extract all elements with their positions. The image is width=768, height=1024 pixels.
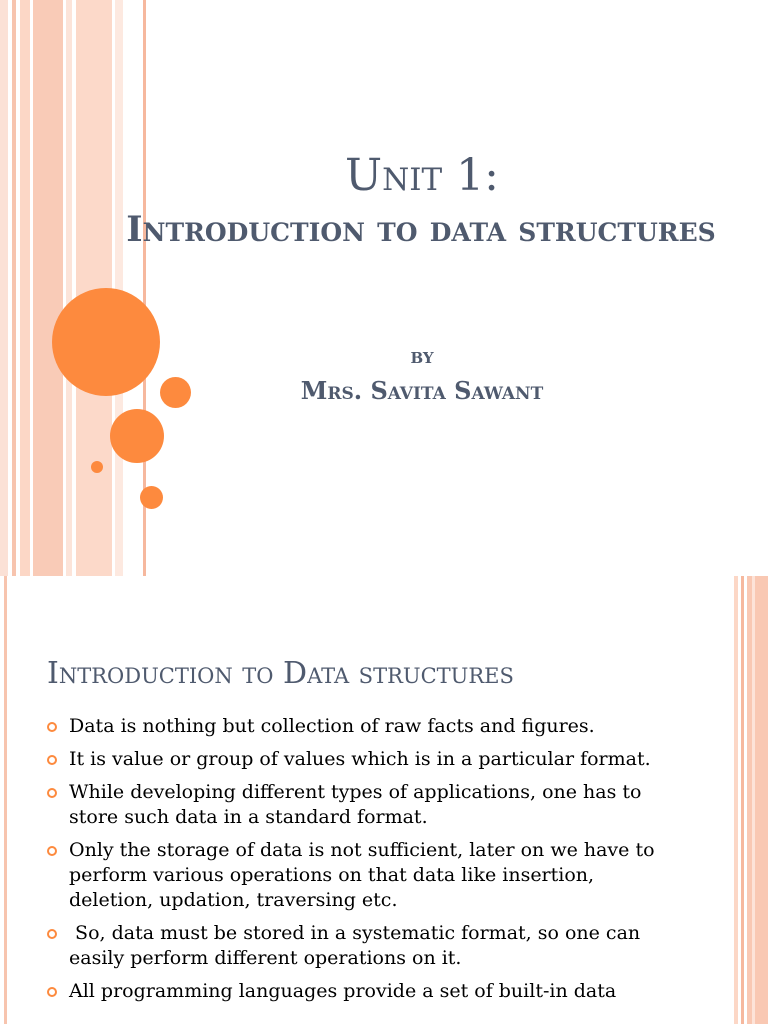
- bullet-circle-icon: [47, 929, 57, 939]
- decorative-stripe: [12, 0, 16, 576]
- bullet-circle-icon: [47, 755, 57, 765]
- bullet-text: All programming languages provide a set of built-in data: [69, 980, 617, 1002]
- bullet-item: [44, 714, 684, 739]
- bullet-list: [44, 714, 684, 1012]
- bullet-circle-icon: [47, 987, 57, 997]
- bullet-text: Data is nothing but collection of raw facts and figures.: [69, 715, 595, 737]
- decorative-stripe: [66, 0, 72, 576]
- decorative-circle-small: [140, 486, 163, 509]
- bullet-item: [44, 747, 684, 772]
- by-label: by: [410, 343, 434, 369]
- bullet-item: [44, 838, 684, 913]
- bullet-item: [44, 780, 684, 830]
- decorative-circle-medium: [110, 409, 164, 463]
- decorative-stripe: [734, 576, 738, 1024]
- bullet-text: It is value or group of values which is in a particular format.: [69, 748, 651, 770]
- bullet-item: [44, 979, 684, 1004]
- decorative-stripe: [741, 576, 744, 1024]
- slide-title-subject: Introduction to data structures: [126, 209, 716, 250]
- decorative-circle-tiny: [91, 461, 103, 473]
- decorative-stripe: [33, 0, 63, 576]
- decorative-stripe: [20, 0, 30, 576]
- bullet-circle-icon: [47, 722, 57, 732]
- slide-title-unit: Unit 1:: [345, 150, 499, 201]
- content-slide-title: Introduction to Data structures: [47, 656, 514, 691]
- decorative-stripe: [0, 0, 8, 576]
- bullet-text: Only the storage of data is not sufficient, later on we have to perform various operations on that data like insertion, deletion, updation, traversing etc.: [69, 839, 655, 911]
- decorative-stripe: [752, 576, 755, 1024]
- bullet-circle-icon: [47, 788, 57, 798]
- decorative-circle-large: [52, 288, 160, 396]
- decorative-stripe: [747, 576, 768, 1024]
- decorative-stripe: [4, 576, 7, 1024]
- bullet-text: So, data must be stored in a systematic format, so one can easily perform different operations on it.: [69, 922, 647, 969]
- bullet-circle-icon: [47, 846, 57, 856]
- content-slide: [0, 576, 768, 1024]
- author-name: Mrs. Savita Sawant: [300, 376, 544, 405]
- bullet-text: While developing different types of applications, one has to store such data in a standard format.: [69, 781, 642, 828]
- bullet-item: [44, 921, 684, 971]
